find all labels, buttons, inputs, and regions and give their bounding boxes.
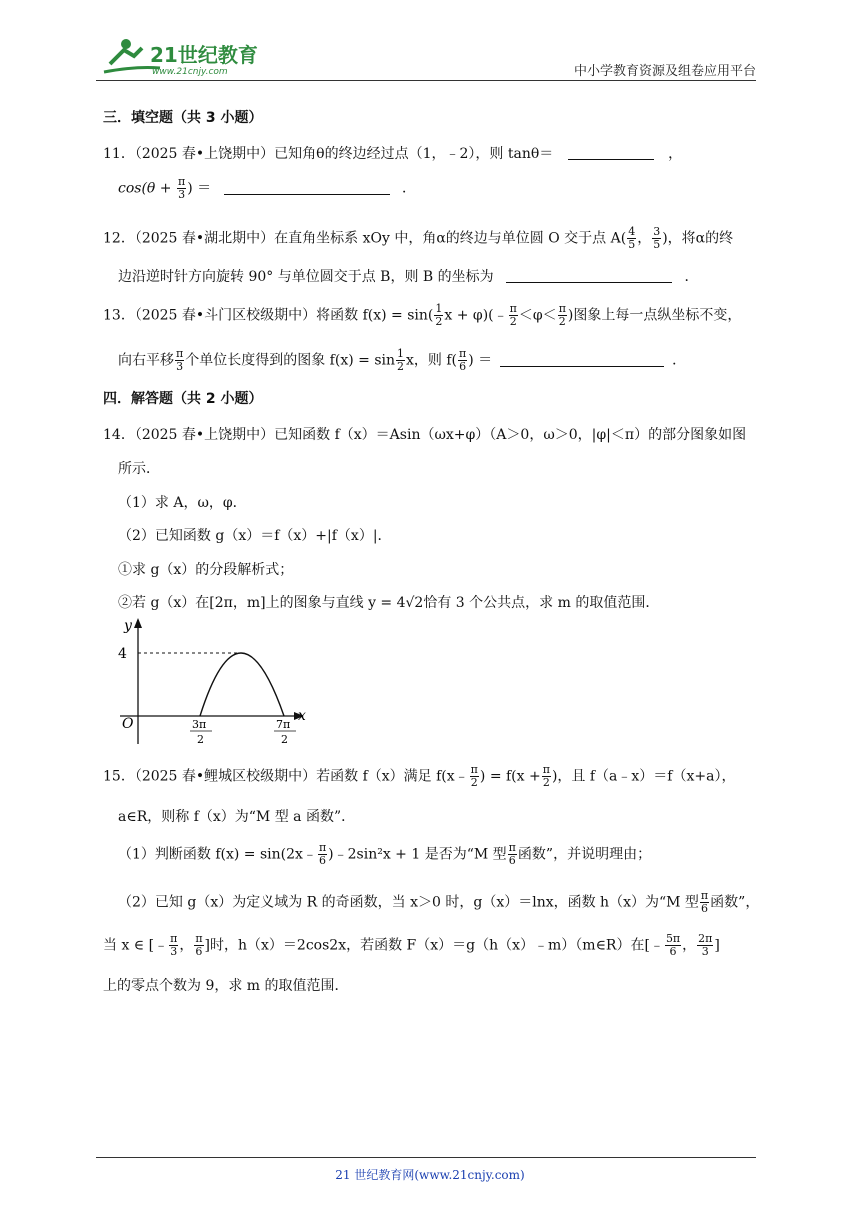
x-tick-3pi-den: 2 [197, 733, 204, 746]
q15-line2: a∈R，则称 f（x）为“M 型 a 函数”． [118, 809, 356, 825]
footer-divider [96, 1157, 756, 1158]
q14-part1: （1）求 A，ω，φ． [118, 495, 247, 511]
fraction: $\frac{\pi}{3}$ [177, 175, 186, 201]
q13-line1: 13．（2025 春•斗门区校级期中）将函数 f(x) = sin( $\frac{1}{2}$ x + φ)(﹣ $\frac{\pi}{2}$ ＜φ＜ $\frac{\pi}{2}$ )图象上每一点纵坐标不变， [103, 302, 742, 328]
q15-part2-line1: （2）已知 g（x）为定义域为 R 的奇函数，当 x＞0 时，g（x）＝lnx，函数 h（x）为“M 型 $\frac{\pi}{6}$ 函数”， [118, 889, 760, 915]
x-tick-3pi-num: 3π [192, 718, 207, 731]
footer-link[interactable]: 21 世纪教育网(www.21cnjy.com) [335, 1168, 525, 1182]
platform-name: 中小学教育资源及组卷应用平台 [573, 64, 756, 79]
q15-part2-line2: 当 x ∈ [﹣ $\frac{\pi}{3}$ ， $\frac{\pi}{6}$ ]时，h（x）＝2cos2x，若函数 F（x）＝g（h（x）﹣m）（m∈R）在[﹣ $\frac{5\pi}{6}$ ， $\frac{2\pi}{3}$ ] [103, 932, 720, 958]
y-axis-arrow [134, 618, 142, 628]
q11-line1: 11．（2025 春•上饶期中）已知角θ的终边经过点（1，﹣2），则 tanθ＝ ， [103, 146, 683, 162]
q14-part2: （2）已知函数 g（x）＝f（x）+|f（x）|． [118, 528, 392, 544]
origin-label: O [122, 716, 134, 732]
q12-answer-blank[interactable] [506, 268, 672, 283]
q13-line2: 向右平移 $\frac{\pi}{3}$ 个单位长度得到的图象 f(x) = sin $\frac{1}{2}$ x，则 f( $\frac{\pi}{6}$ ) ＝ ． [118, 347, 687, 373]
logo-url: www.21cnjy.com [152, 67, 228, 77]
q14-function-graph [112, 616, 312, 750]
q14-line2: 所示． [118, 461, 160, 477]
q11-line2: cos(θ + $\frac{\pi}{3}$ ) ＝ ． [118, 175, 417, 201]
q11-answer-blank-1[interactable] [568, 145, 654, 160]
q15-part2-line3: 上的零点个数为 9，求 m 的取值范围． [103, 978, 349, 994]
y-value-label: 4 [118, 646, 127, 662]
section-solve-title: 四．解答题（共 2 小题） [103, 391, 263, 407]
x-tick-7pi-den: 2 [281, 733, 288, 746]
q15-part1: （1）判断函数 f(x) = sin(2x﹣ $\frac{\pi}{6}$ )﹣2sin²x + 1 是否为“M 型 $\frac{\pi}{6}$ 函数”，并说明理由； [118, 841, 652, 867]
q12-line1: 12．（2025 春•湖北期中）在直角坐标系 xOy 中，角α的终边与单位圆 O 交于点 A( $\frac{4}{5}$ ， $\frac{3}{5}$ )，将α的终 [103, 225, 734, 251]
q14-part2-2: ②若 g（x）在[2π，m]上的图象与直线 y = 4√2恰有 3 个公共点，求 m 的取值范围． [118, 595, 660, 611]
q15-line1: 15．（2025 春•鲤城区校级期中）若函数 f（x）满足 f(x﹣ $\frac{\pi}{2}$ ) = f(x + $\frac{\pi}{2}$ )，且 f（a﹣x）＝f（x+a）， [103, 763, 736, 789]
site-logo [96, 34, 266, 78]
x-label: x [298, 708, 306, 724]
logo-text: 21世纪教育 [150, 43, 258, 67]
q14-line1: 14．（2025 春•上饶期中）已知函数 f（x）＝Asin（ωx+φ）（A＞0，ω＞0，|φ|＜π）的部分图象如图 [103, 427, 747, 443]
q11-answer-blank-2[interactable] [224, 180, 390, 195]
q14-part2-1: ①求 g（x）的分段解析式； [118, 562, 294, 578]
x-tick-7pi-num: 7π [276, 718, 291, 731]
sine-arc-curve [200, 653, 284, 716]
q12-line2: 边沿逆时针方向旋转 90° 与单位圆交于点 B，则 B 的坐标为 ． [118, 269, 699, 285]
q13-answer-blank[interactable] [500, 352, 664, 367]
header-divider [96, 80, 756, 81]
y-label: y [124, 618, 132, 634]
section-fill-title: 三．填空题（共 3 小题） [103, 110, 263, 126]
